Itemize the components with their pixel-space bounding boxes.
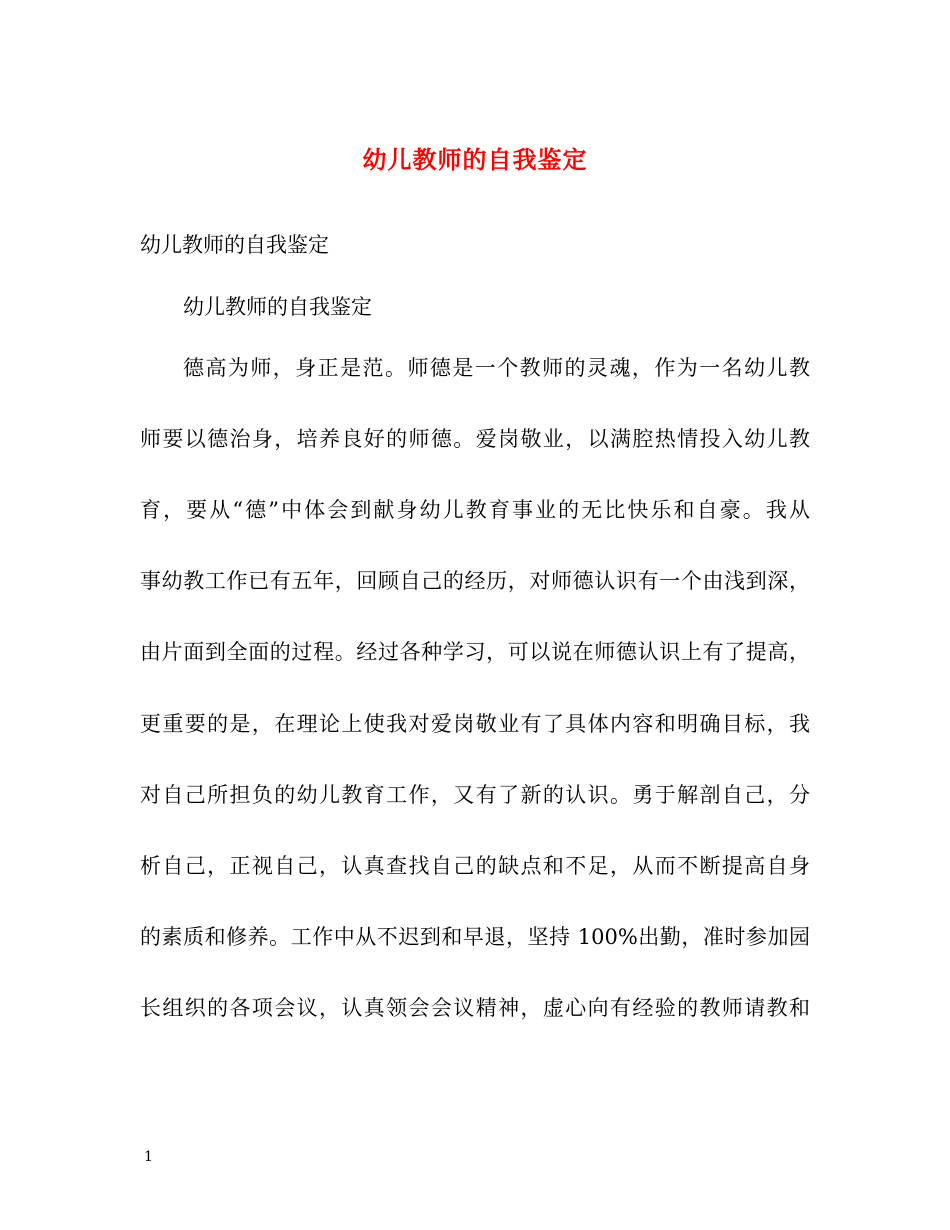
section-heading: 幼儿教师的自我鉴定: [140, 233, 329, 257]
paragraph-line: 析自己，正视自己，认真查找自己的缺点和不足，从而不断提高自身: [140, 854, 810, 878]
paragraph-line: 事幼教工作已有五年，回顾自己的经历，对师德认识有一个由浅到深，: [140, 569, 810, 593]
paragraph-line: 由片面到全面的过程。经过各种学习，可以说在师德认识上有了提高，: [140, 640, 810, 664]
paragraph-line: 的素质和修养。工作中从不迟到和早退，坚持 100%出勤，准时参加园: [140, 925, 810, 949]
section-subheading: 幼儿教师的自我鉴定: [183, 295, 372, 319]
paragraph-line: 长组织的各项会议，认真领会会议精神，虚心向有经验的教师请教和: [140, 996, 810, 1020]
paragraph-line: 对自己所担负的幼儿教育工作，又有了新的认识。勇于解剖自己，分: [140, 783, 810, 807]
document-title: 幼儿教师的自我鉴定: [362, 145, 588, 174]
paragraph-line: 师要以德治身，培养良好的师德。爱岗敬业，以满腔热情投入幼儿教: [140, 427, 810, 451]
page-number: 1: [144, 1149, 153, 1165]
paragraph-line: 育，要从“德”中体会到献身幼儿教育事业的无比快乐和自豪。我从: [140, 498, 810, 522]
paragraph-line: 更重要的是，在理论上使我对爱岗敬业有了具体内容和明确目标，我: [140, 712, 810, 736]
paragraph-line: 德高为师，身正是范。师德是一个教师的灵魂，作为一名幼儿教: [183, 356, 810, 380]
